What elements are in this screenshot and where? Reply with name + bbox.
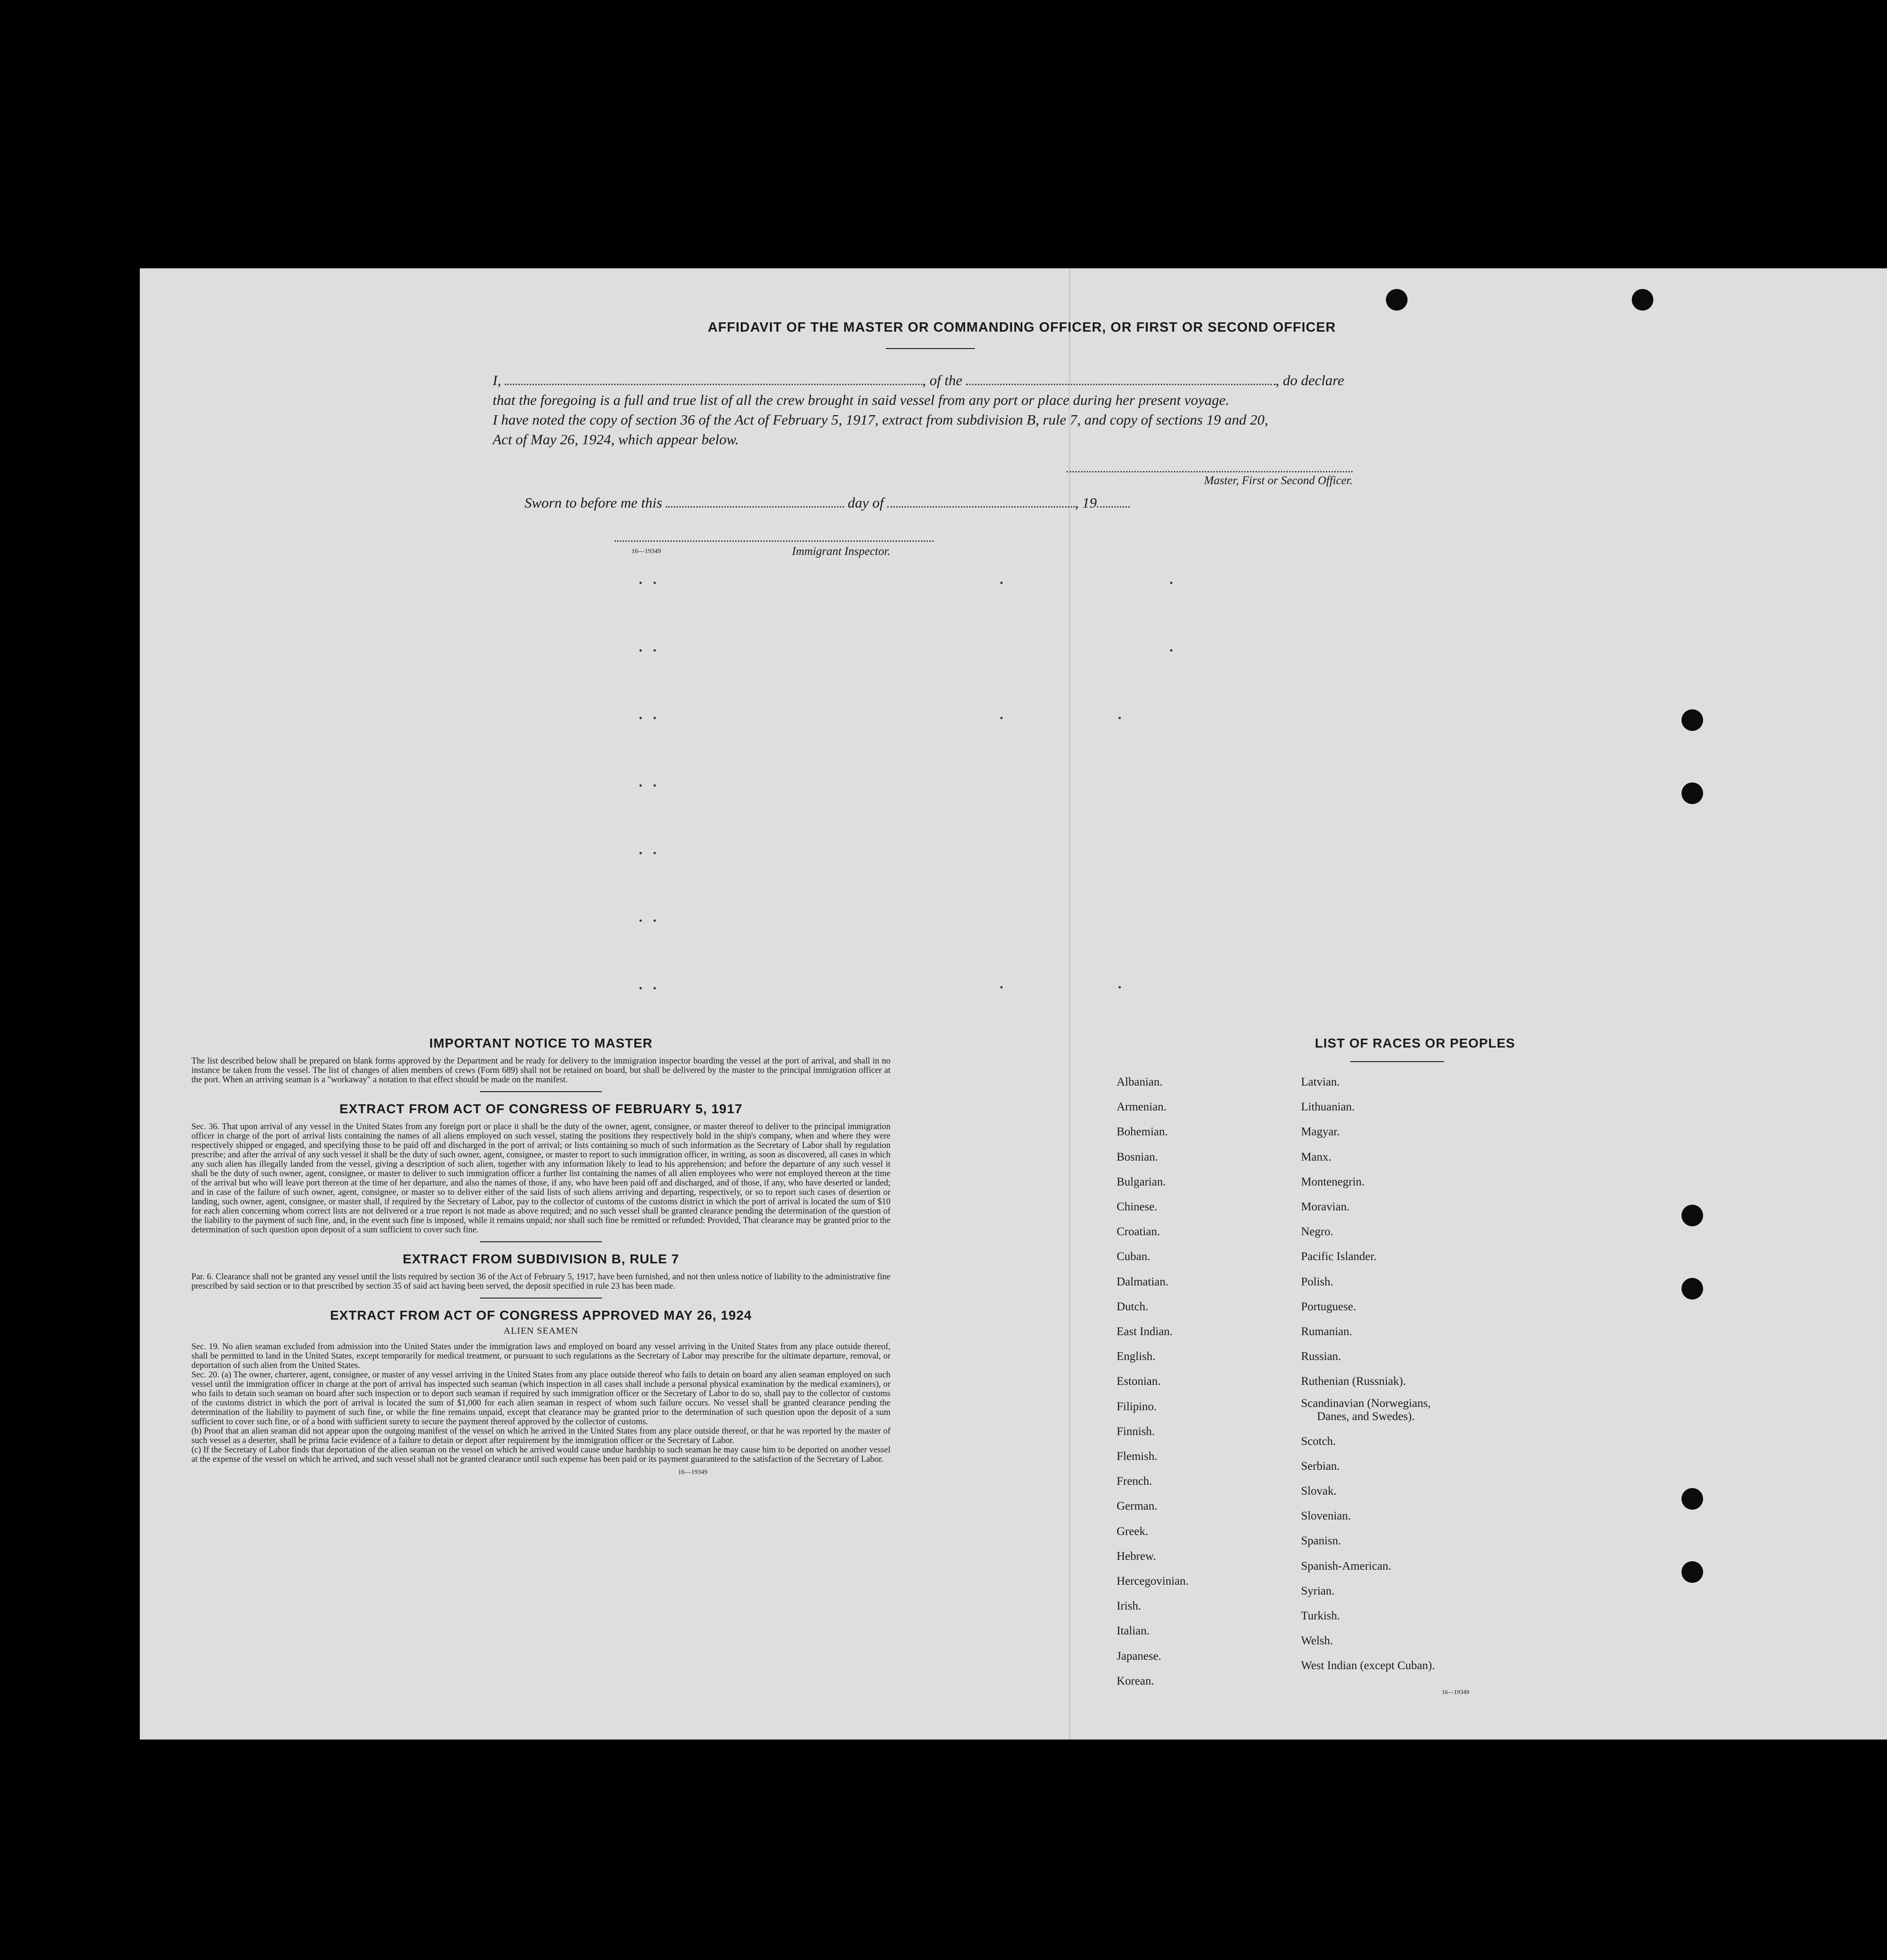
page-fold <box>1069 268 1070 1740</box>
race-item-continued: Danes, and Swedes). <box>1317 1410 1415 1423</box>
sec-20a-body: Sec. 20. (a) The owner, charterer, agent, consignee, or master of any vessel arriving in the United States from any place outside thereof who fails to detain on board any alien seaman employed on such vessel until the immigration officer in charge at the port of arrival has inspected such seaman (which inspection in all cases shall include a personal physical examination by the medical examiners), or who fails to detain such seaman on board after such inspection or to deport such seaman if required by such immigration officer or the Secretary of Labor to do so, shall pay to the collector of customs of the customs district in which the port of arrival is located the sum of $1,000 for each alien seaman in respect of whom such failure occurs. No vessel shall be granted clearance pending the determination of the liability to payment of such fine, or while the fine remains unpaid, except that clearance may be granted prior to the determination of such question upon the deposit of a sum sufficient to cover such fine, or of a bond with sufficient surety to secure the payment thereof approved by the collector of customs. <box>191 1370 890 1427</box>
punch-hole <box>1682 1488 1703 1510</box>
ruling-dot <box>654 784 656 787</box>
ruling-dot <box>654 919 656 922</box>
race-item: English. <box>1117 1350 1156 1363</box>
ruling-dot <box>1170 582 1172 584</box>
race-item: Japanese. <box>1117 1649 1162 1663</box>
section-divider <box>480 1241 602 1242</box>
extract-rule7-body: Par. 6. Clearance shall not be granted any vessel until the lists required by section 36 of the Act of February 5, 1917, have been furnished, and not then unless notice of liability to the administrative fine prescribed by said section or to that prescribed by section 35 of said act having been served, the deposit specified in rule 23 has been made. <box>191 1272 890 1291</box>
race-item: Polish. <box>1301 1275 1333 1288</box>
declarant-name-field[interactable] <box>505 374 922 385</box>
race-item: Montenegrin. <box>1301 1175 1365 1188</box>
ruling-dot <box>639 582 642 584</box>
ruling-dot <box>639 649 642 652</box>
race-item: Armenian. <box>1117 1101 1167 1114</box>
sworn-statement <box>525 494 1130 511</box>
race-item: Russian. <box>1301 1350 1341 1363</box>
race-item: German. <box>1117 1500 1157 1513</box>
master-signature-label: Master, First or Second Officer. <box>1204 474 1353 487</box>
ruling-dot <box>654 582 656 584</box>
extract-rule7-title: EXTRACT FROM SUBDIVISION B, RULE 7 <box>403 1252 679 1266</box>
race-item: Irish. <box>1117 1600 1141 1613</box>
race-item: Hercegovinian. <box>1117 1575 1189 1588</box>
declare-text: , do declare <box>1275 372 1344 388</box>
ruling-dot <box>654 852 656 854</box>
ruling-dot <box>1119 986 1121 988</box>
race-item: Croatian. <box>1117 1225 1160 1238</box>
race-item: Negro. <box>1301 1225 1333 1238</box>
sec-19-body: Sec. 19. No alien seaman excluded from admission into the United States under the immigration laws and employed on board any vessel arriving in the United States from any place outside thereof, shall be permitted to land in the United States, except temporarily for medical treatment, or pursuant to such regulations as the Secretary of Labor may prescribe for the ultimate departure, removal, or deportation of such alien from the United States. <box>191 1342 890 1370</box>
ruling-dot <box>1000 582 1003 584</box>
race-item: Manx. <box>1301 1150 1332 1163</box>
race-item: Portuguese. <box>1301 1300 1356 1313</box>
race-item: Slovenian. <box>1301 1510 1351 1523</box>
race-item: Spanisn. <box>1301 1535 1341 1548</box>
section-divider <box>480 1298 602 1299</box>
ruling-dot <box>1000 717 1003 719</box>
race-item: Finnish. <box>1117 1425 1155 1438</box>
sworn-month-field[interactable] <box>887 497 1075 508</box>
sworn-year-label: , 19 <box>1075 494 1097 511</box>
affidavit-line-2: that the foregoing is a full and true list of all the crew brought in said vessel from any port or place during her present voyage. <box>493 392 1229 408</box>
race-item: Ruthenian (Russniak). <box>1301 1375 1406 1388</box>
extract-1917-title: EXTRACT FROM ACT OF CONGRESS OF FEBRUARY 5, 1917 <box>339 1102 743 1116</box>
affidavit-declaration <box>493 371 1375 449</box>
punch-hole <box>1682 1561 1703 1583</box>
race-item: Greek. <box>1117 1525 1149 1538</box>
race-item: Scandinavian (Norwegians, <box>1301 1397 1431 1410</box>
race-item: East Indian. <box>1117 1325 1173 1338</box>
races-title-rule <box>1350 1061 1444 1062</box>
race-item: West Indian (except Cuban). <box>1301 1659 1435 1672</box>
affidavit-line-4: Act of May 26, 1924, which appear below. <box>493 431 739 448</box>
sworn-year-field[interactable] <box>1097 497 1130 508</box>
ruling-dot <box>1000 986 1003 988</box>
inspector-signature-field[interactable] <box>615 540 934 542</box>
race-item: Slovak. <box>1301 1485 1337 1498</box>
race-item: Scotch. <box>1301 1435 1336 1448</box>
ruling-dot <box>654 717 656 719</box>
race-item: Syrian. <box>1301 1584 1335 1597</box>
race-item: Moravian. <box>1301 1200 1350 1214</box>
race-item: Latvian. <box>1301 1076 1340 1088</box>
race-item: Chinese. <box>1117 1200 1157 1214</box>
race-item: Italian. <box>1117 1625 1150 1638</box>
races-list-right <box>1301 1070 1435 1679</box>
title-rule <box>886 348 975 349</box>
race-item: Magyar. <box>1301 1125 1340 1139</box>
notice-body: The list described below shall be prepared on blank forms approved by the Department and be ready for delivery to the immigration inspector boarding the vessel at the port of arrival, and shall in no instance be taken from the vessel. The list of changes of alien members of crews (Form 689) shall not be retained on board, but shall be delivered by the master to the principal immigration officer at the port. When an arriving seaman is a "workaway" a notation to that effect should be made on the manifest. <box>191 1056 890 1085</box>
form-code: 16—19349 <box>1442 1688 1469 1695</box>
alien-seamen-subtitle: ALIEN SEAMEN <box>503 1326 578 1336</box>
sec-20c-body: (c) If the Secretary of Labor finds that deportation of the alien seaman on the vessel on which he arrived would cause undue hardship to such seaman he may cause him to be deported on another vessel at the expense of the vessel on which he arrived, and such vessel shall not be granted clearance until such expense has been paid or its payment guaranteed to the satisfaction of the Secretary of Labor. <box>191 1445 890 1464</box>
race-item: Albanian. <box>1117 1076 1163 1088</box>
ruling-dot <box>654 987 656 989</box>
declarant-prefix: I, <box>493 372 502 388</box>
race-item: Hebrew. <box>1117 1550 1156 1563</box>
punch-hole <box>1386 289 1408 311</box>
punch-hole <box>1632 289 1653 311</box>
race-item: Welsh. <box>1301 1634 1333 1648</box>
ruling-dot <box>1119 717 1121 719</box>
punch-hole <box>1682 709 1703 731</box>
race-item: Dutch. <box>1117 1300 1149 1313</box>
ruling-dot <box>639 987 642 989</box>
affidavit-line-1 <box>493 371 1375 390</box>
ruling-dot <box>654 649 656 652</box>
race-item: Spanish-American. <box>1301 1559 1392 1573</box>
race-item: Bosnian. <box>1117 1150 1158 1163</box>
section-divider <box>480 1091 602 1092</box>
form-code: 16—19349 <box>678 1469 708 1476</box>
sworn-prefix: Sworn to before me this <box>525 494 662 511</box>
sworn-day-field[interactable] <box>666 497 844 508</box>
race-item: Flemish. <box>1117 1450 1157 1463</box>
inspector-label: Immigrant Inspector. <box>792 545 890 558</box>
sec-20b-body: (b) Proof that an alien seaman did not appear upon the outgoing manifest of the vessel on which he arrived in the United States from any place outside thereof, or that he was reported by the master of such vessel as a deserter, shall be prima facie evidence of a failure to detain or deport after requirement by the immigration officer or the Secretary of Labor. <box>191 1427 890 1445</box>
affidavit-title: AFFIDAVIT OF THE MASTER OR COMMANDING OFFICER, OR FIRST OR SECOND OFFICER <box>708 320 1336 335</box>
ruling-dot <box>1170 649 1172 652</box>
notice-title: IMPORTANT NOTICE TO MASTER <box>429 1036 653 1050</box>
form-code: 16—19349 <box>632 548 661 555</box>
race-item: Korean. <box>1117 1674 1154 1687</box>
race-item: Filipino. <box>1117 1400 1157 1413</box>
legal-extracts <box>191 1036 890 1476</box>
race-item-multiline <box>1301 1394 1435 1429</box>
document-sheet <box>140 268 1887 1740</box>
race-item: Serbian. <box>1301 1459 1340 1473</box>
ruling-dot <box>639 852 642 854</box>
vessel-name-field[interactable] <box>966 374 1276 385</box>
race-item: French. <box>1117 1475 1152 1488</box>
ruling-dot <box>639 784 642 787</box>
race-item: Bohemian. <box>1117 1125 1168 1139</box>
race-item: Turkish. <box>1301 1610 1340 1623</box>
vessel-prefix: , of the <box>922 372 963 388</box>
punch-hole <box>1682 1278 1703 1299</box>
sworn-day-label: day of <box>847 494 884 511</box>
race-item: Lithuanian. <box>1301 1101 1355 1114</box>
race-item: Pacific Islander. <box>1301 1250 1377 1263</box>
punch-hole <box>1682 782 1703 804</box>
race-item: Rumanian. <box>1301 1325 1353 1338</box>
ruling-dot <box>639 717 642 719</box>
affidavit-line-3: I have noted the copy of section 36 of the Act of February 5, 1917, extract from subdivision B, rule 7, and copy of sections 19 and 20, <box>493 411 1269 428</box>
race-item: Bulgarian. <box>1117 1175 1166 1188</box>
ruling-dot <box>639 919 642 922</box>
races-title: LIST OF RACES OR PEOPLES <box>1315 1036 1515 1050</box>
race-item: Cuban. <box>1117 1250 1150 1263</box>
extract-1924-title: EXTRACT FROM ACT OF CONGRESS APPROVED MAY 26, 1924 <box>330 1308 752 1322</box>
race-item: Dalmatian. <box>1117 1275 1169 1288</box>
race-item: Estonian. <box>1117 1375 1161 1388</box>
master-signature-field[interactable] <box>1066 471 1353 487</box>
races-list-left <box>1117 1070 1188 1694</box>
extract-1917-body: Sec. 36. That upon arrival of any vessel in the United States from any foreign port or place it shall be the duty of the owner, agent, consignee, or master thereof to deliver to the principal immigration officer in charge of the port of arrival lists containing the names of all aliens employed on such vessel, stating the positions they respectively hold in the ship's company, when and where they were respectively shipped or engaged, and specifying those to be paid off and discharged in the port of arrival; or lists containing so much of such information as the Secretary of Labor shall by regulation prescribe; and after the arrival of any such vessel it shall be the duty of such owner, agent, consignee, or master to report to such immigration officer, in writing, as soon as discovered, all cases in which any such alien has illegally landed from the vessel, giving a description of such alien, together with any information likely to lead to his apprehension; and before the departure of any such vessel it shall be the duty of such owner, agent, consignee, or master to deliver to such immigration officer a further list containing the names of all alien employees who were not employed thereon at the time of the arrival but who will leave port thereon at the time of her departure, and also the names of those, if any, who have been paid off and discharged, and of those, if any, who have deserted or landed; and in case of the failure of such owner, agent, consignee, or master so to deliver either of the said lists of such aliens arriving and departing, respectively, or so to report such cases of desertion or landing, such owner, agent, consignee, or master shall, if required by the Secretary of Labor, pay to the collector of customs of the customs district in which the port of arrival is located the sum of $10 for each alien concerning whom correct lists are not delivered or a true report is not made as above required; and no such vessel shall be granted clearance pending the determination of the question of the liability to the payment of such fine, and, in the event such fine is imposed, while it remains unpaid; nor shall such fine be remitted or refunded: Provided, That clearance may be granted prior to the determination of such question upon deposit of a sum sufficient to cover such fine. <box>191 1122 890 1235</box>
punch-hole <box>1682 1205 1703 1226</box>
